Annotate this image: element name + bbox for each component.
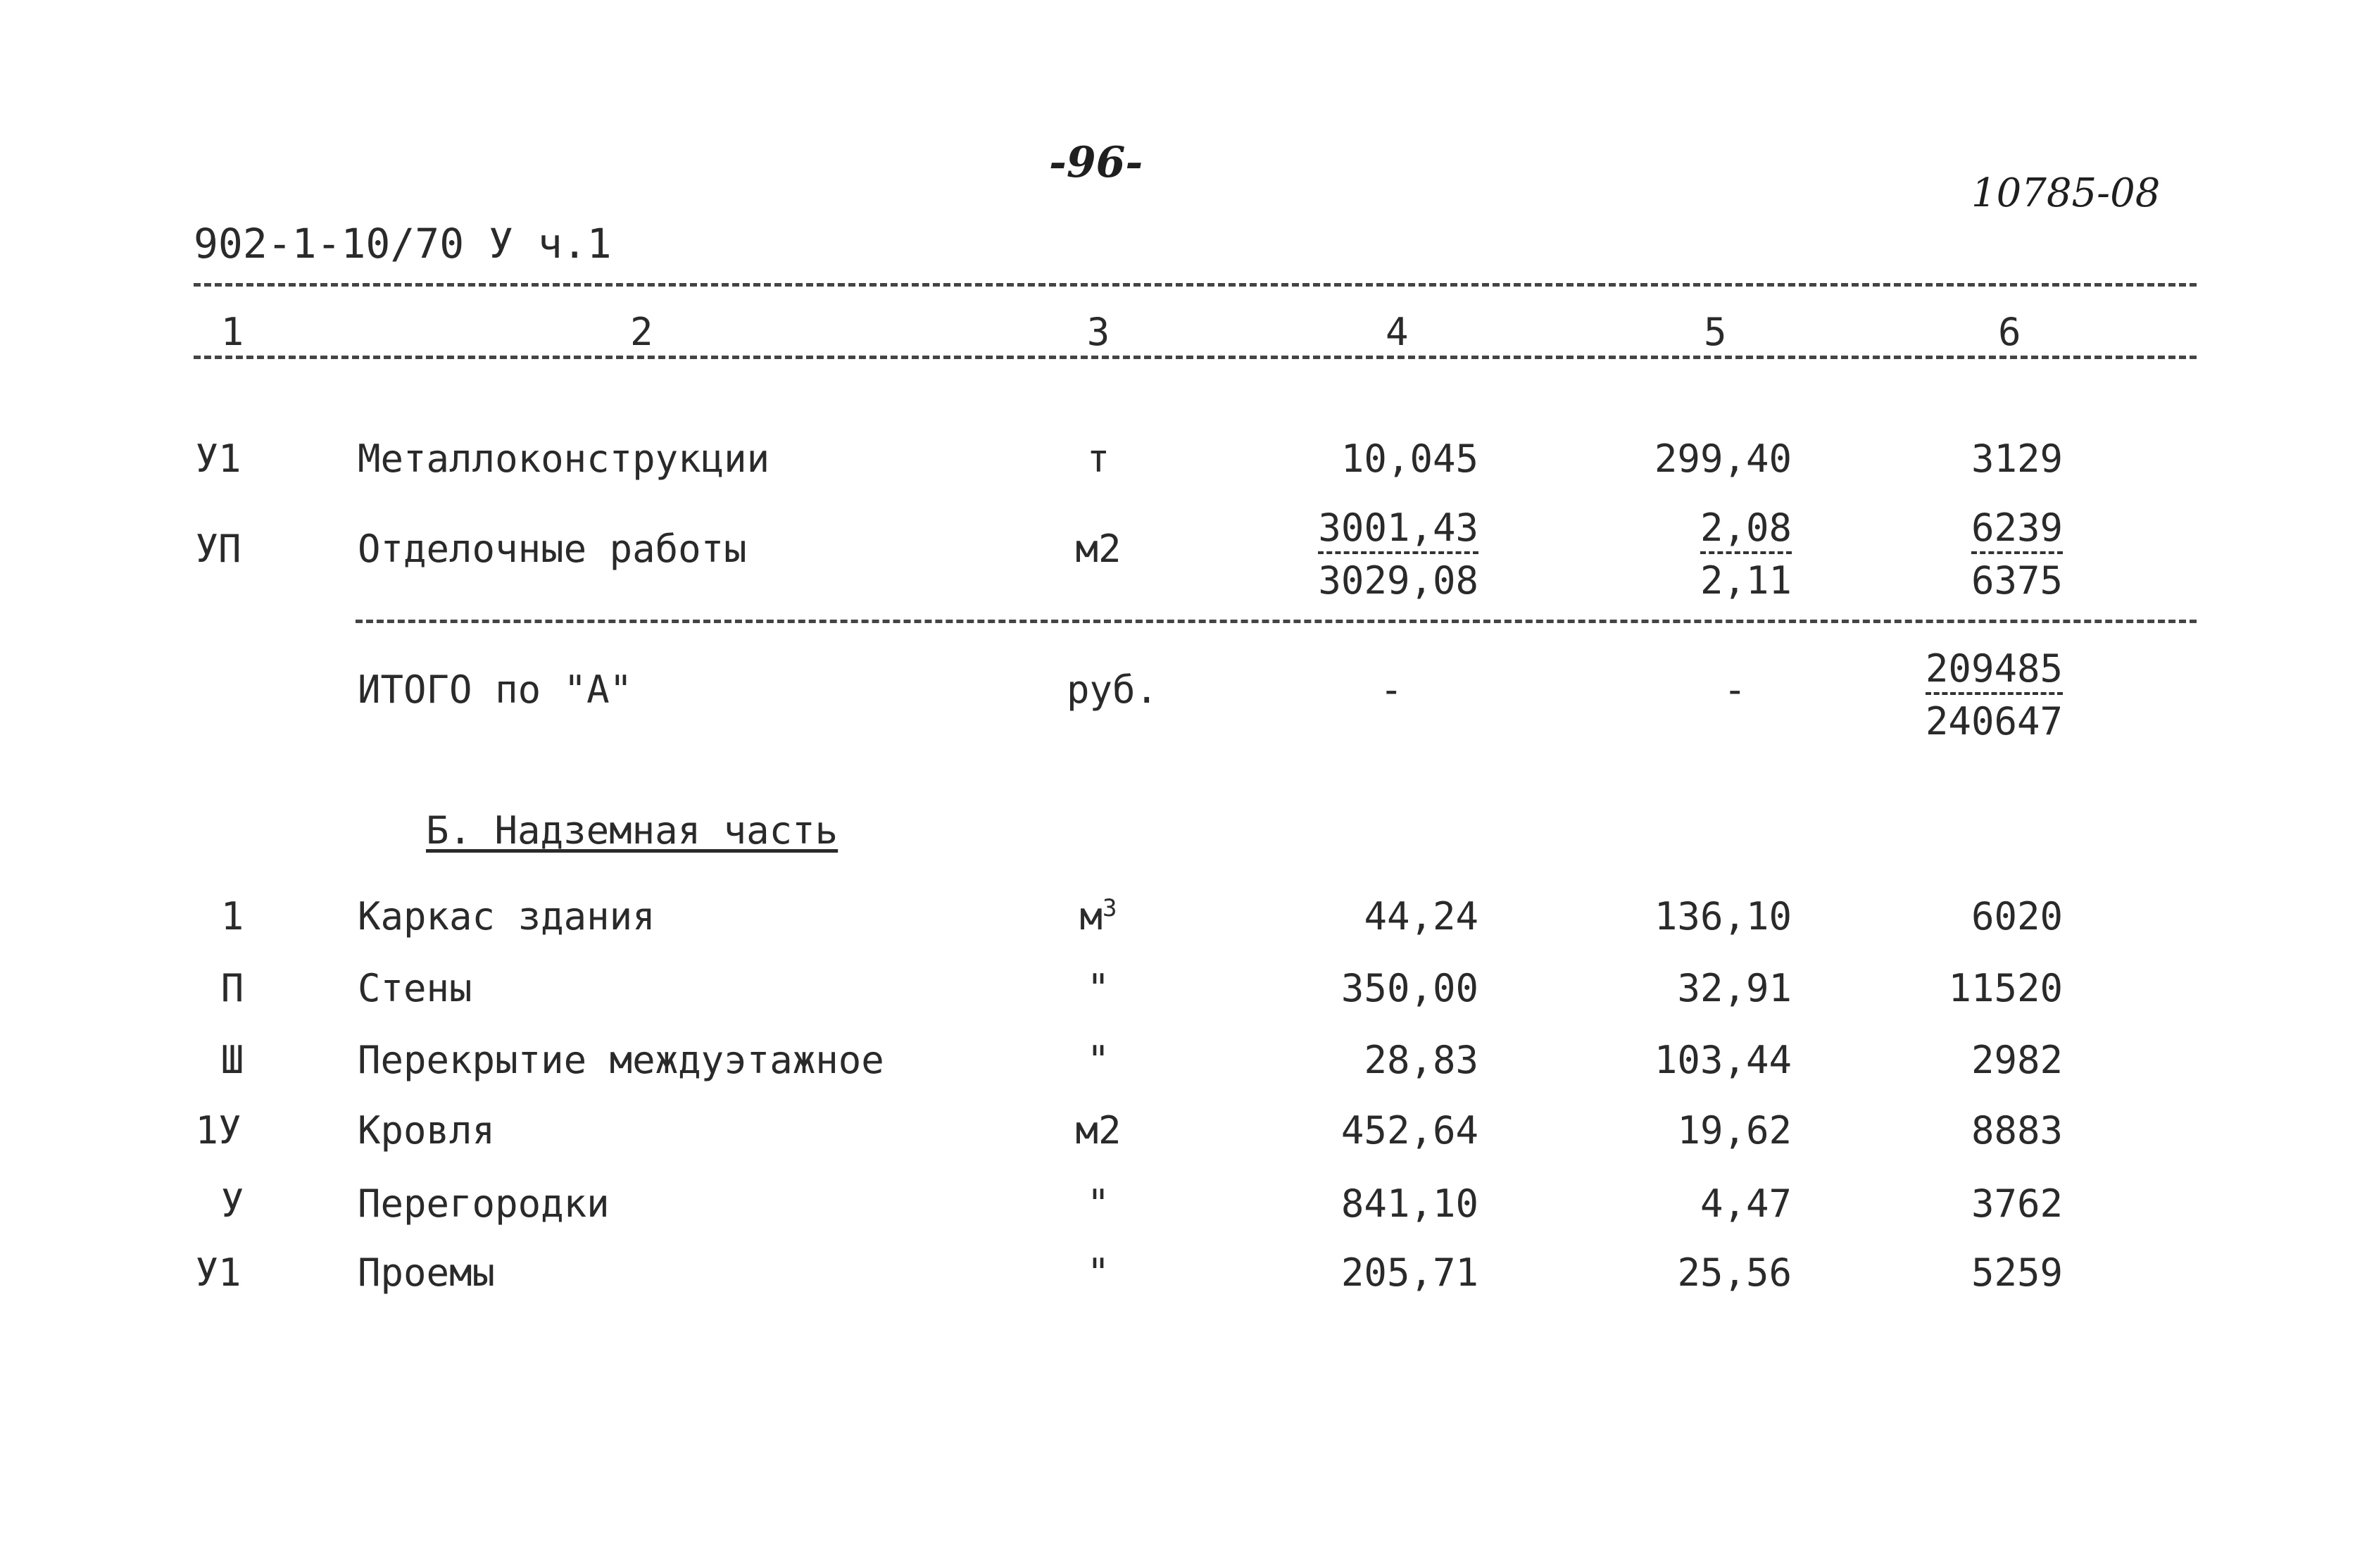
row-quantity: 44,24 [1364,894,1478,939]
page-number: -96- [1049,138,1143,187]
table-top-rule [194,283,2197,287]
row-unit-price: 4,47 [1700,1181,1792,1226]
row-name: Проемы [358,1250,496,1295]
row-unit: " [1086,1181,1110,1226]
row-total: 2982 [1971,1038,2063,1082]
row-unit-price [1581,506,1792,603]
row-unit-price: 136,10 [1654,894,1792,939]
archive-number: 10785-08 [1971,170,2161,216]
total-top: 6239 [1971,506,2063,554]
unit-superscript: 3 [1103,894,1117,922]
row-quantity: 28,83 [1364,1038,1478,1082]
column-number-1: 1 [220,310,244,354]
column-number-4: 4 [1386,310,1409,354]
row-name: Стены [358,966,472,1010]
row-unit-price: 32,91 [1677,966,1792,1010]
row-unit: м2 [1075,527,1122,571]
column-number-6: 6 [1998,310,2021,354]
quantity-top: 3001,43 [1318,506,1478,554]
row-total: 6020 [1971,894,2063,939]
total-bottom: 6375 [1971,558,2063,603]
row-code: 1 [220,894,244,939]
column-number-5: 5 [1704,310,1727,354]
subtotal-total-top: 209485 [1926,646,2063,695]
row-unit: " [1086,966,1110,1010]
row-code: У [220,1181,244,1226]
row-total: 8883 [1971,1108,2063,1153]
row-name: Перекрытие междуэтажное [358,1038,884,1082]
subtotal-price: - [1723,667,1747,712]
row-unit: м2 [1075,1108,1122,1153]
row-code: У1 [195,1250,241,1295]
subtotal-unit: руб. [1067,667,1159,712]
row-quantity [1267,506,1478,603]
row-unit: " [1086,1250,1110,1295]
subtotal-total-bottom: 240647 [1925,699,2063,744]
quantity-bottom: 3029,08 [1318,558,1478,603]
header-bottom-rule [194,356,2197,359]
row-quantity: 841,10 [1340,1181,1478,1226]
row-total: 3762 [1971,1181,2063,1226]
row-quantity: 10,045 [1340,437,1478,481]
row-unit: " [1086,1038,1110,1082]
row-code: П [220,966,244,1010]
row-quantity: 205,71 [1340,1250,1478,1295]
row-unit [1049,894,1148,939]
row-quantity: 350,00 [1340,966,1478,1010]
row-unit: т [1086,437,1110,481]
row-code: 1У [195,1108,241,1153]
section-heading: Б. Надземная часть [426,808,839,853]
row-quantity: 452,64 [1340,1108,1478,1153]
column-number-2: 2 [630,310,653,354]
row-name: Перегородки [358,1181,610,1226]
row-total: 11520 [1948,966,2063,1010]
subtotal-rule [356,620,2197,623]
row-unit-price: 299,40 [1654,437,1792,481]
row-total: 5259 [1971,1250,2063,1295]
row-unit-price: 25,56 [1677,1250,1792,1295]
row-name: Кровля [358,1108,496,1153]
column-number-3: 3 [1086,310,1110,354]
row-unit-price: 103,44 [1654,1038,1792,1082]
unit-text: м [1079,894,1103,939]
row-total [1852,506,2063,603]
row-code: УП [195,527,241,571]
row-name: Отделочные работы [358,527,747,571]
row-name: Каркас здания [358,894,655,939]
subtotal-total [1852,646,2063,744]
subtotal-label: ИТОГО по "А" [358,667,633,712]
row-unit-price: 19,62 [1677,1108,1792,1153]
row-code: Ш [220,1038,244,1082]
price-top: 2,08 [1700,506,1792,554]
row-name: Металлоконструкции [358,437,770,481]
row-code: У1 [195,437,241,481]
subtotal-quantity: - [1380,667,1403,712]
document-code: 902-1-10/70 У ч.1 [194,220,612,268]
row-total: 3129 [1971,437,2063,481]
price-bottom: 2,11 [1700,558,1792,603]
